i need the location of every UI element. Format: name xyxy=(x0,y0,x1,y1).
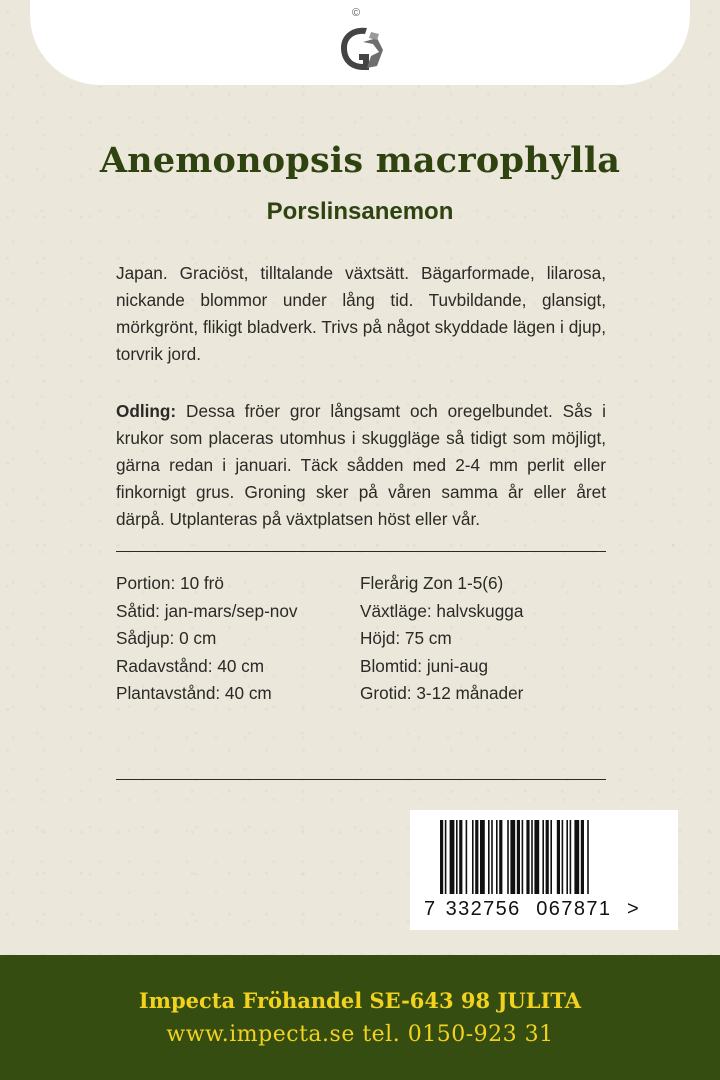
barcode-bar xyxy=(526,820,529,894)
barcode-bar xyxy=(456,820,458,894)
footer-address: Impecta Fröhandel SE-643 98 JULITA xyxy=(138,988,582,1013)
spec-plant-spacing: Plantavstånd: 40 cm xyxy=(116,683,272,703)
barcode-bar xyxy=(475,820,478,894)
barcode-bars xyxy=(440,820,655,900)
barcode-bar xyxy=(550,820,552,894)
spec-germination-time: Grotid: 3-12 månader xyxy=(360,683,524,703)
impecta-logo-icon xyxy=(333,22,387,76)
footer-band xyxy=(0,955,720,1080)
barcode-bar xyxy=(507,820,509,894)
barcode-bar xyxy=(587,820,589,894)
barcode-digits xyxy=(424,898,674,921)
barcode-bar xyxy=(542,820,544,894)
barcode-bar xyxy=(466,820,468,894)
spec-location: Växtläge: halvskugga xyxy=(360,600,524,621)
barcode-bar xyxy=(566,820,568,894)
spec-sowing-depth: Sådjup: 0 cm xyxy=(116,628,217,648)
spec-row-spacing: Radavstånd: 40 cm xyxy=(116,655,265,676)
barcode-bar xyxy=(445,820,447,894)
barcode-bar xyxy=(534,820,539,894)
barcode-bar xyxy=(546,820,549,894)
barcode-bar xyxy=(450,820,455,894)
cultivation-paragraph xyxy=(116,398,606,533)
barcode-bar xyxy=(570,820,572,894)
barcode-bar xyxy=(581,820,584,894)
barcode-bar xyxy=(522,820,524,894)
common-name-subtitle: Porslinsanemon xyxy=(266,198,454,225)
barcode-bar xyxy=(496,820,498,894)
barcode-end-marker: > xyxy=(626,898,639,920)
divider-top xyxy=(116,551,606,552)
description-paragraph: Japan. Graciöst, tilltalande växtsätt. Bägarformade, lilarosa, nickande blommor under lång tid. Tuvbildande, glansigt, mörkgrönt, flikigt bladverk. Trivs på något skyddade lägen i djup, torvrik jord. xyxy=(116,263,606,364)
barcode-bar xyxy=(488,820,490,894)
spec-portion: Portion: 10 frö xyxy=(116,573,224,593)
copyright-symbol: © xyxy=(351,7,361,19)
barcode-bar xyxy=(517,820,520,894)
divider-bottom xyxy=(116,779,606,780)
barcode-bar xyxy=(574,820,579,894)
barcode-bar xyxy=(557,820,560,894)
footer-contact: www.impecta.se tel. 0150-923 31 xyxy=(166,1022,554,1047)
barcode-group-2: 067871 xyxy=(536,898,612,920)
cultivation-label: Odling: xyxy=(116,401,177,421)
latin-name-title: Anemonopsis macrophylla xyxy=(99,140,621,181)
barcode-bar xyxy=(531,820,533,894)
barcode-bar xyxy=(472,820,474,894)
spec-bloom-time: Blomtid: juni-aug xyxy=(360,655,489,676)
barcode-bar xyxy=(440,820,443,894)
specs-right-list xyxy=(360,570,523,708)
spec-sowing-time: Såtid: jan-mars/sep-nov xyxy=(116,600,298,621)
cultivation-text: Dessa fröer gror långsamt och oregelbundet. Sås i krukor som placeras utomhus i skuggläge så tidigt som möjligt, gärna redan i januari. Täck sådden med 2-4 mm perlit eller finkornigt grus. Groning sker på våren samma år eller året därpå. Utplanteras på växtplatsen höst eller vår. xyxy=(116,401,606,529)
barcode-bar xyxy=(499,820,502,894)
barcode xyxy=(410,810,678,930)
spec-height: Höjd: 75 cm xyxy=(360,628,452,648)
specs-left-list xyxy=(116,570,298,708)
barcode-bar xyxy=(480,820,485,894)
barcode-bar xyxy=(491,820,493,894)
barcode-bar xyxy=(510,820,515,894)
barcode-first-digit: 7 xyxy=(424,898,436,920)
spec-zone: Flerårig Zon 1-5(6) xyxy=(360,573,504,593)
barcode-group-1: 332756 xyxy=(445,898,521,920)
barcode-bar xyxy=(562,820,564,894)
barcode-bar xyxy=(459,820,462,894)
